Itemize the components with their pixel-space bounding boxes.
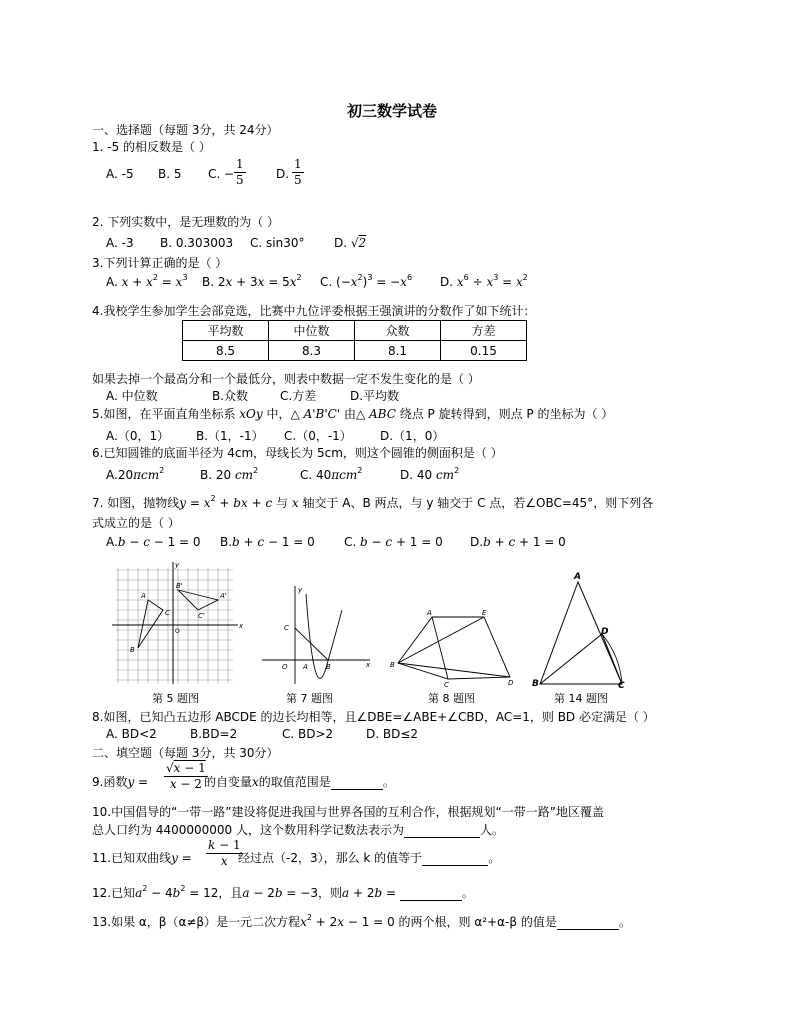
q5-option-b: B.（1，-1） (196, 429, 264, 443)
q8-stem: 8.如图，已知凸五边形 ABCDE 的边长均相等，且∠DBE=∠ABE+∠CBD，AC=1，则 BD 必定满足（ ） (92, 710, 655, 724)
figure-q14-triangle (530, 568, 630, 690)
svg-text:A: A (574, 572, 581, 582)
q10-line1: 10.中国倡导的“一带一路”建设将促进我国与世界各国的互利合作，根据规划“一带一路”地区覆盖 (92, 805, 604, 819)
q3-option-a: A. $x + x^2 = x^3$ (106, 273, 188, 289)
q12-stem: 12.已知$a^2 - 4b^2 = 12$，且a − 2b = −3，则a + 2b = 。 (92, 884, 474, 900)
q4-value-mode: 8.1 (355, 341, 441, 361)
q7-option-b: B.b + c − 1 = 0 (220, 535, 315, 549)
q3-option-c: C. $(-x^2)^3 = -x^6$ (320, 273, 413, 289)
q1-option-a: A. -5 (106, 167, 134, 181)
q2-option-d: D. √2 (334, 236, 367, 250)
svg-text:A': A' (220, 592, 227, 600)
q1-option-c: C. − (208, 167, 235, 181)
q8-option-c: C. BD>2 (282, 727, 334, 741)
q7-option-a: A.b − c − 1 = 0 (106, 535, 201, 549)
section-heading-fill: 二、填空题（每题 3分，共 30分） (92, 746, 279, 760)
q11-fraction: $\frac{k - 1}{x}$ (208, 838, 241, 868)
svg-text:C': C' (198, 612, 205, 620)
q1-option-d-fraction: $\frac{1}{5}$ (294, 157, 302, 187)
q2-stem: 2. 下列实数中，是无理数的为（ ） (92, 215, 280, 229)
q2-option-c: C. sin30° (250, 236, 305, 250)
q4-question: 如果去掉一个最高分和一个最低分，则表中数据一定不发生变化的是（ ） (92, 372, 480, 386)
figure-q5-coordinate-grid (108, 560, 248, 688)
q7-option-c: C. b − c + 1 = 0 (344, 535, 443, 549)
svg-text:B: B (326, 663, 331, 671)
svg-text:A: A (141, 592, 146, 600)
q5-option-c: C.（0，-1） (284, 429, 352, 443)
q10-line2: 总人口约为 4400000000 人，这个数用科学记数法表示为 人。 (92, 823, 504, 837)
q4-option-a: A. 中位数 (106, 389, 158, 403)
q4-header-median: 中位数 (269, 321, 355, 341)
svg-text:B: B (130, 646, 135, 654)
svg-text:x: x (239, 622, 244, 630)
q6-option-c: C. 40πcm$^2$ (300, 466, 363, 482)
q4-stem: 4.我校学生参加学生会部竞选，比赛中九位评委根据王强演讲的分数作了如下统计： (92, 304, 536, 318)
svg-text:C: C (284, 624, 289, 632)
svg-text:B: B (532, 679, 539, 689)
q6-option-a: A.20πcm$^2$ (106, 466, 165, 482)
caption-figure-q8: 第 8 题图 (428, 692, 475, 705)
q7-stem-line2: 式成立的是（ ） (92, 516, 180, 530)
svg-text:O: O (282, 663, 288, 671)
q3-stem: 3.下列计算正确的是（ ） (92, 256, 228, 270)
svg-text:C: C (444, 681, 449, 687)
svg-text:C: C (618, 681, 625, 690)
q4-header-mode: 众数 (355, 321, 441, 341)
svg-text:y: y (175, 561, 180, 569)
q9-stem-rest: 的自变量x的取值范围是 。 (204, 775, 395, 789)
caption-figure-q7: 第 7 题图 (286, 692, 333, 705)
svg-text:B': B' (176, 582, 183, 590)
q6-option-d: D. 40 $cm^2$ (400, 466, 460, 482)
q9-fraction: $\frac{√x - 1}{x - 2}$ (166, 761, 206, 791)
q1-option-c-fraction: $\frac{1}{5}$ (236, 157, 244, 187)
q9-stem: 9.函数y = (92, 775, 149, 789)
svg-text:y: y (298, 586, 303, 594)
q13-stem: 13.如果 α，β（α≠β）是一元二次方程$x^2 + 2x - 1 = 0$ 的两个根，则 α²+α-β 的值是 。 (92, 913, 631, 929)
page-title: 初三数学试卷 (347, 102, 438, 120)
q6-stem: 6.已知圆锥的底面半径为 4cm，母线长为 5cm，则这个圆锥的侧面积是（ ） (92, 446, 503, 460)
q7-stem: 7. 如图，抛物线$y = x^2$ + bx + c 与 x 轴交于 A、B 两点，与 y 轴交于 C 点，若∠OBC=45°，则下列各 (92, 494, 654, 510)
q5-option-d: D.（1，0） (380, 429, 445, 443)
q7-option-d: D.b + c + 1 = 0 (470, 535, 566, 549)
q8-option-b: B.BD=2 (190, 727, 238, 741)
figure-q8-pentagon (388, 605, 518, 687)
q2-option-a: A. -3 (106, 236, 134, 250)
q4-option-c: C.方差 (280, 389, 317, 403)
svg-text:B: B (390, 661, 395, 669)
q5-stem: 5.如图，在平面直角坐标系 xOy 中，△ A'B'C' 由△ ABC 绕点 P 旋转得到，则点 P 的坐标为（ ） (92, 407, 614, 421)
q2-option-b: B. 0.303003 (160, 236, 234, 250)
q3-option-b: B. $2x + 3x = 5x^2$ (202, 273, 302, 289)
svg-text:A: A (427, 609, 432, 617)
svg-text:O: O (175, 628, 180, 635)
q1-option-b: B. 5 (158, 167, 182, 181)
q4-value-median: 8.3 (269, 341, 355, 361)
q4-header-variance: 方差 (441, 321, 527, 341)
q1-stem: 1. -5 的相反数是（ ） (92, 140, 211, 154)
q4-option-d: D.平均数 (350, 389, 400, 403)
svg-text:C: C (165, 609, 170, 617)
svg-text:D: D (601, 627, 609, 637)
q4-value-variance: 0.15 (441, 341, 527, 361)
q4-value-mean: 8.5 (183, 341, 269, 361)
q5-option-a: A.（0，1） (106, 429, 170, 443)
figure-q7-parabola (258, 580, 378, 690)
svg-text:A: A (303, 663, 308, 671)
svg-text:E: E (482, 609, 487, 617)
svg-text:D: D (508, 679, 514, 687)
caption-figure-q14: 第 14 题图 (554, 692, 608, 705)
q11-stem-pre: 11.已知双曲线y = (92, 851, 192, 865)
caption-figure-q5: 第 5 题图 (152, 692, 199, 705)
q4-header-mean: 平均数 (183, 321, 269, 341)
q4-option-b: B.众数 (212, 389, 249, 403)
q6-option-b: B. 20 $cm^2$ (200, 466, 259, 482)
q3-option-d: D. $x^6 \div x^3 = x^2$ (440, 273, 528, 289)
q8-option-a: A. BD<2 (106, 727, 157, 741)
section-heading-choice: 一、选择题（每题 3分，共 24分） (92, 123, 279, 137)
q1-option-d: D. (276, 167, 290, 181)
q4-statistics-table (182, 320, 527, 361)
svg-text:x: x (366, 661, 371, 669)
q11-stem-rest: 经过点（-2，3），那么 k 的值等于 。 (238, 851, 501, 865)
q8-option-d: D. BD≤2 (366, 727, 419, 741)
